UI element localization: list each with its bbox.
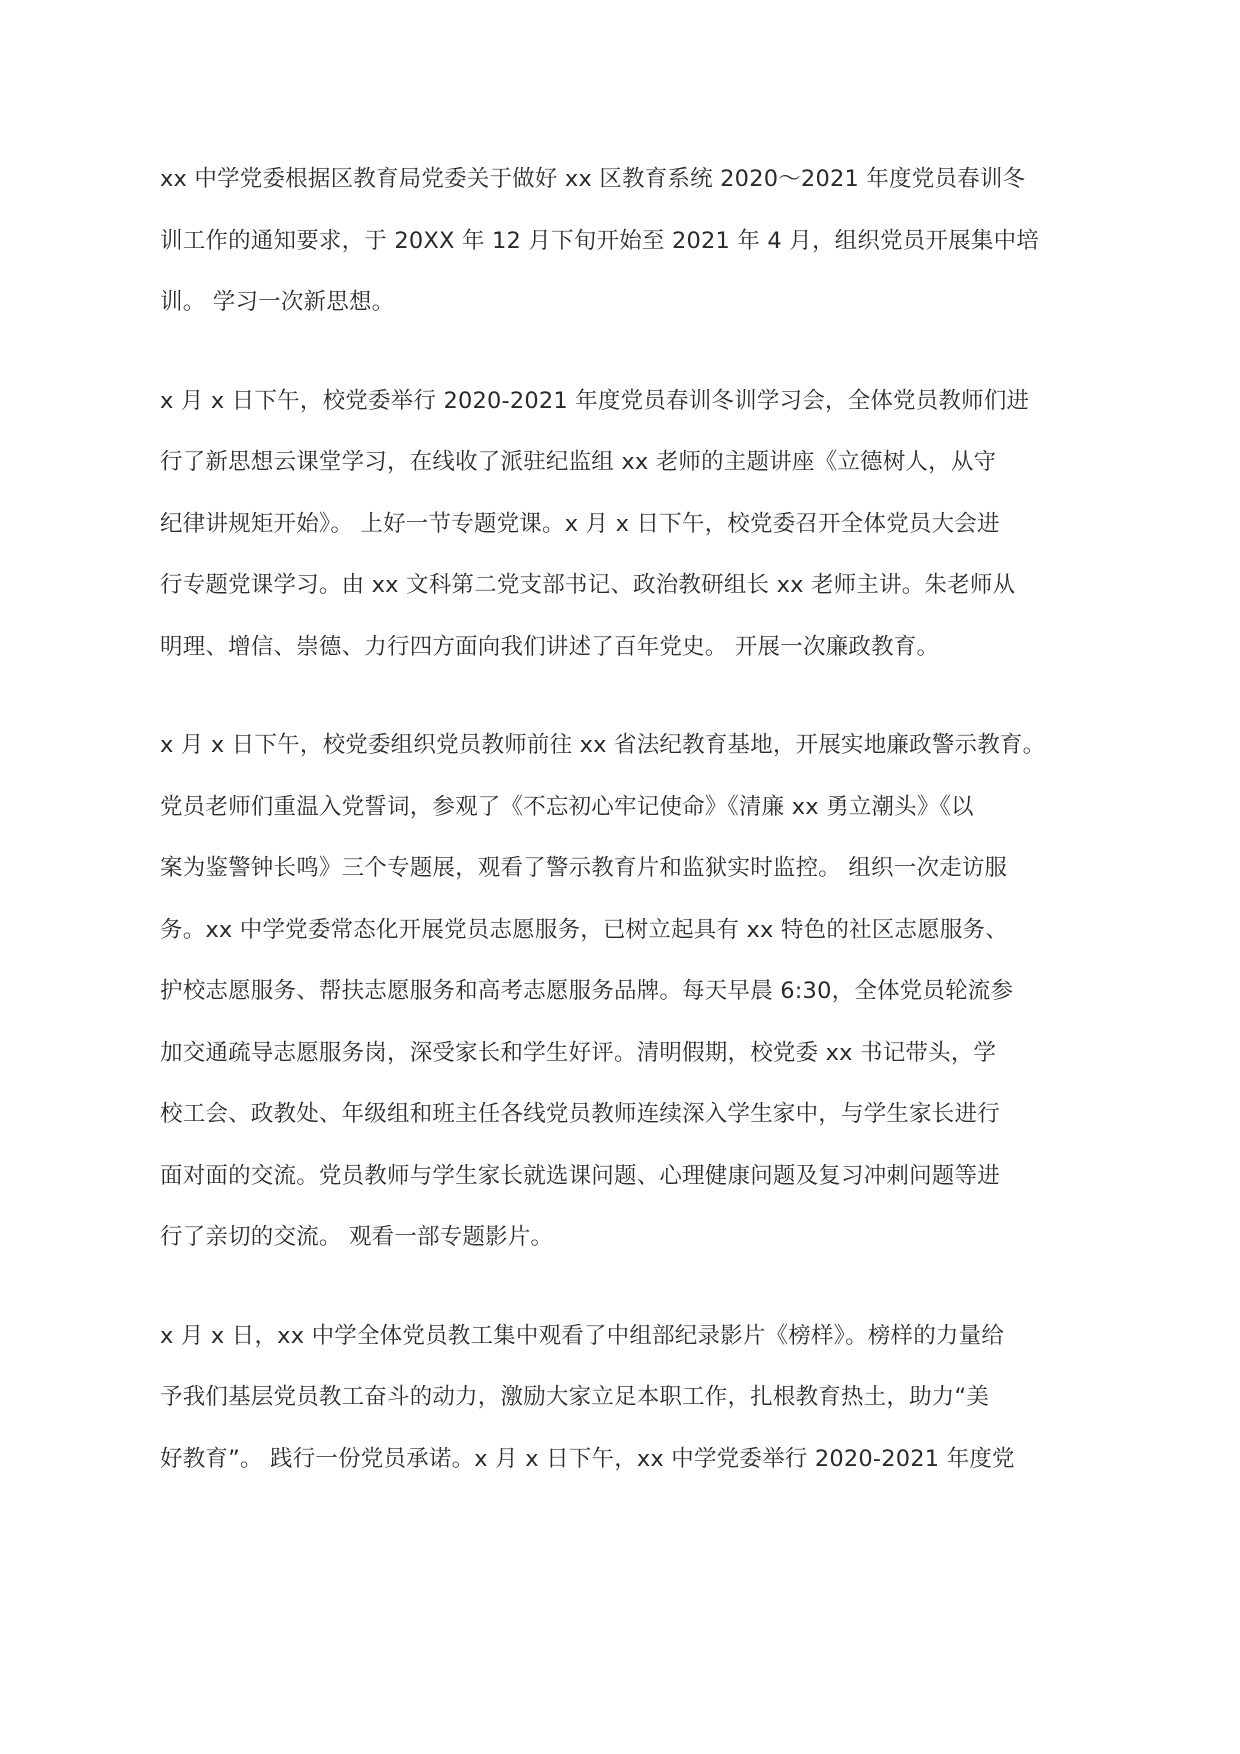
text-line: 校工会、政教处、年级组和班主任各线党员教师连续深入学生家中，与学生家长进行 xyxy=(160,1101,1000,1127)
text-line: 加交通疏导志愿服务岗，深受家长和学生好评。清明假期，校党委 xx 书记带头，学 xyxy=(160,1040,997,1066)
text-line: 明理、增信、崇德、力行四方面向我们讲述了百年党史。 开展一次廉政教育。 xyxy=(160,634,940,660)
text-line: 行了亲切的交流。 观看一部专题影片。 xyxy=(160,1224,554,1250)
text-line: 纪律讲规矩开始》。 上好一节专题党课。x 月 x 日下午，校党委召开全体党员大会进 xyxy=(160,511,1000,537)
text-line: 行了新思想云课堂学习，在线收了派驻纪监组 xx 老师的主题讲座《立德树人，从守 xyxy=(160,449,997,475)
text-line: 训工作的通知要求，于 20XX 年 12 月下旬开始至 2021 年 4 月，组织党员开展集中培 xyxy=(160,228,1039,254)
text-line: 面对面的交流。党员教师与学生家长就选课问题、心理健康问题及复习冲刺问题等进 xyxy=(160,1163,1000,1189)
text-line: 训。 学习一次新思想。 xyxy=(160,289,395,315)
text-line: x 月 x 日，xx 中学全体党员教工集中观看了中组部纪录影片《榜样》。榜样的力量给 xyxy=(160,1323,1005,1349)
text-line: x 月 x 日下午，校党委组织党员教师前往 xx 省法纪教育基地，开展实地廉政警示教育。 xyxy=(160,732,1046,758)
text-line: 好教育”。 践行一份党员承诺。x 月 x 日下午，xx 中学党委举行 2020-2021 年度党 xyxy=(160,1446,1015,1472)
text-line: 案为鉴警钟长鸣》三个专题展，观看了警示教育片和监狱实时监控。 组织一次走访服 xyxy=(160,855,1008,881)
text-line: x 月 x 日下午，校党委举行 2020-2021 年度党员春训冬训学习会，全体党员教师们进 xyxy=(160,388,1030,414)
text-line: 予我们基层党员教工奋斗的动力，激励大家立足本职工作，扎根教育热土，助力“美 xyxy=(160,1384,990,1410)
text-line: 行专题党课学习。由 xx 文科第二党支部书记、政治教研组长 xx 老师主讲。朱老师从 xyxy=(160,572,1016,598)
text-line: 护校志愿服务、帮扶志愿服务和高考志愿服务品牌。每天早晨 6:30，全体党员轮流参 xyxy=(160,978,1014,1004)
text-line: 党员老师们重温入党誓词，参观了《不忘初心牢记使命》《清廉 xx 勇立潮头》《以 xyxy=(160,794,974,820)
text-line: 务。xx 中学党委常态化开展党员志愿服务，已树立起具有 xx 特色的社区志愿服务、 xyxy=(160,917,1008,943)
text-line: xx 中学党委根据区教育局党委关于做好 xx 区教育系统 2020～2021 年度党员春训冬 xyxy=(160,166,1026,192)
